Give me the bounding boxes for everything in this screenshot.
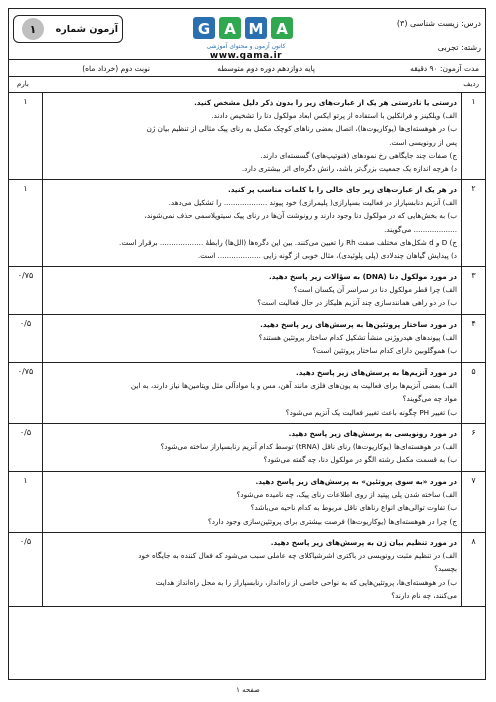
question-number: ۸	[461, 533, 485, 606]
question-score: ۱	[9, 180, 43, 266]
course-label: درس: زیست شناسی (۳)	[396, 19, 481, 28]
brand-block	[171, 13, 321, 61]
question-line: الف) چرا قطر مولکول دنا در سراسر آن یکسان است؟	[293, 285, 457, 295]
duration-label: مدت آزمون: ۹۰ دقیقه	[410, 63, 479, 73]
svg-text:M: M	[248, 20, 264, 38]
question-prompt: در مورد آنزیم‌ها به پرسش‌های زیر پاسخ دهید.	[296, 368, 457, 377]
question-score: ۰/۵	[9, 315, 43, 362]
question-row	[9, 533, 485, 607]
question-number: ۷	[461, 472, 485, 532]
score-column-header: بارم	[17, 80, 29, 88]
question-line: ب) به قسمت مکمل رشته الگو در مولکول دنا، چه گفته می‌شود؟	[263, 455, 457, 465]
question-line: الف) ویلکینز و فرانکلین با استفاده از پرتو ایکس ابعاد مولکول دنا را تشخیص دادند.	[211, 111, 457, 121]
question-score: ۱	[9, 472, 43, 532]
field-label: رشته: تجربی	[437, 43, 481, 52]
question-score: ۰/۵	[9, 424, 43, 471]
question-score: ۰/۵	[9, 533, 43, 606]
question-line: بچسبد؟	[434, 564, 457, 574]
gama-logo	[171, 13, 321, 45]
question-prompt: در هر یک از عبارت‌های زیر جای خالی را با کلمات مناسب پر کنید.	[228, 185, 457, 194]
question-line: ب) به بخش‌هایی که در مولکول دنا وجود دارند و رونوشت آن‌ها در رنای پیک سیتوپلاسمی حذف نمی‌شوند،	[144, 211, 457, 221]
row-column-header: ردیف	[463, 80, 479, 88]
question-number: ۵	[461, 363, 485, 423]
question-score: ۰/۷۵	[9, 267, 43, 314]
question-prompt: درستی یا نادرستی هر یک از عبارت‌های زیر را بدون ذکر دلیل مشخص کنید.	[194, 98, 457, 107]
question-row	[9, 363, 485, 424]
exam-header	[9, 9, 485, 101]
website-url[interactable]: www.gama.ir	[209, 51, 283, 61]
question-body	[47, 183, 457, 262]
question-number: ۲	[461, 180, 485, 266]
question-row	[9, 424, 485, 472]
question-prompt: در مورد «به سوی پروتئین» به پرسش‌های زیر پاسخ دهید.	[255, 477, 457, 486]
question-line: ب) در هوهسته‌ای‌ها، پروتئین‌هایی که به نواحی خاصی از راه‌انداز، رنابسپاراز را به محل راه‌انداز هدایت	[155, 577, 457, 587]
exam-meta-row	[9, 59, 485, 77]
question-number: ۶	[461, 424, 485, 471]
question-body	[47, 318, 457, 358]
question-line: الف) ساخته شدن پلی پپتید از روی اطلاعات رنای پیک، چه نامیده می‌شود؟	[236, 490, 457, 500]
question-body	[47, 475, 457, 528]
question-number: ۱	[461, 93, 485, 179]
question-line: ب) در هوهسته‌ای‌ها (یوکاریوت‌ها)، اتصال بعضی رناهای کوچک مکمل به رنای پیک مثالی از تنظیم بیان ژن	[146, 124, 457, 134]
question-body	[47, 270, 457, 310]
question-line: مواد چه می‌گویند؟	[402, 394, 457, 404]
table-header	[9, 77, 485, 93]
svg-text:A: A	[224, 20, 236, 38]
session-label: نوبت دوم (خرداد ماه)	[82, 63, 150, 73]
question-row	[9, 267, 485, 315]
question-number: ۳	[461, 267, 485, 314]
question-line: الف) آنزیم دنابسپاراز در فعالیت بسپارازی( پلیمرازی) خود پیوند ................... را تشکیل می‌دهد.	[168, 198, 457, 208]
question-line: ب) تغییر PH چگونه باعث تغییر فعالیت یک آنزیم می‌شود؟	[285, 407, 457, 417]
question-line: ج) صفات چند جایگاهی رخ نمودهای (فنوتیپ‌های) گسسته‌ای دارند.	[260, 150, 457, 160]
question-line: د) هرچه اندازه یک جمعیت بزرگ‌تر باشد، رانش دگره‌ای اثر بیشتری دارد.	[241, 164, 457, 174]
gama-logo-icon	[191, 13, 301, 43]
question-line: د) پیدایش گیاهان چندلادی (پلی پلوئیدی)، مثال خوبی از گونه زایی ................... است.	[197, 251, 457, 261]
question-row	[9, 315, 485, 363]
question-score: ۰/۷۵	[9, 363, 43, 423]
question-prompt: در مورد تنظیم بیان ژن به پرسش‌های زیر پاسخ دهید.	[270, 538, 457, 547]
question-line: الف) بعضی آنزیم‌ها برای فعالیت به یون‌های فلزی مانند آهن، مس و یا موادآلی مثل ویتامین‌ها نیاز دارند، به این	[130, 381, 457, 391]
logo-tagline: کانون آزمون و محتوای آموزشی	[206, 43, 286, 50]
question-line: ج) چرا در هوهسته‌ای‌ها (یوکاریوت‌ها) فرصت بیشتری برای پروتئین‌سازی وجود دارد؟	[207, 516, 457, 526]
question-row	[9, 93, 485, 180]
question-body	[47, 427, 457, 467]
question-score: ۱	[9, 93, 43, 179]
question-body	[47, 536, 457, 602]
question-line: می‌کنند، چه نام دارند؟	[391, 590, 457, 600]
question-row	[9, 180, 485, 267]
question-line: ج) D و d شکل‌های مختلف صفت Rh را تعیین می‌کنند. بین این دگره‌ها (الل‌ها) رابطهٔ ................... برقرار است.	[119, 237, 457, 247]
exam-frame	[8, 8, 486, 680]
question-body	[47, 96, 457, 175]
exam-number-box	[13, 15, 123, 43]
question-line: ب) هموگلوبین دارای کدام ساختار پروتئین است؟	[312, 346, 457, 356]
question-line: الف) در تنظیم مثبت رونویسی در باکتری اشرشیاکلای چه عاملی سبب می‌شود که فعال کننده به جایگاه خود	[138, 551, 457, 561]
page-footer: صفحه ۱	[236, 686, 260, 694]
exam-number-badge: ۱	[22, 18, 44, 40]
question-number: ۴	[461, 315, 485, 362]
question-line: الف) در هوهسته‌ای‌ها (یوکاریوت‌ها) رنای ناقل (tRNA) توسط کدام آنزیم رنابسپاراز ساخته می‌شود؟	[160, 442, 457, 452]
grade-label: پایه دوازدهم دوره دوم متوسطه	[217, 63, 315, 73]
question-row	[9, 472, 485, 533]
question-prompt: در مورد ساختار پروتئین‌ها به پرسش‌های زیر پاسخ دهید.	[260, 320, 457, 329]
svg-text:A: A	[276, 20, 288, 38]
question-prompt: در مورد مولکول دنا (DNA) به سؤالات زیر پاسخ دهید.	[268, 272, 457, 281]
question-prompt: در مورد رونویسی به پرسش‌های زیر پاسخ دهید.	[288, 429, 457, 438]
question-line: پس از رونویسی است.	[389, 137, 457, 147]
question-line: الف) پیوندهای هیدروژنی منشأ تشکیل کدام ساختار پروتئین هستند؟	[258, 333, 457, 343]
question-line: ................... می‌گویند.	[384, 224, 457, 234]
course-info	[331, 15, 481, 57]
svg-text:G: G	[197, 20, 211, 38]
question-line: ب) تفاوت توالی‌های انواع رناهای ناقل مربوط به کدام ناحیه می‌باشد؟	[250, 503, 457, 513]
exam-title: آزمون شماره	[55, 23, 118, 35]
question-line: ب) در دو راهی همانندسازی چند آنزیم هلیکاز در حال فعالیت است؟	[257, 298, 457, 308]
question-body	[47, 366, 457, 419]
